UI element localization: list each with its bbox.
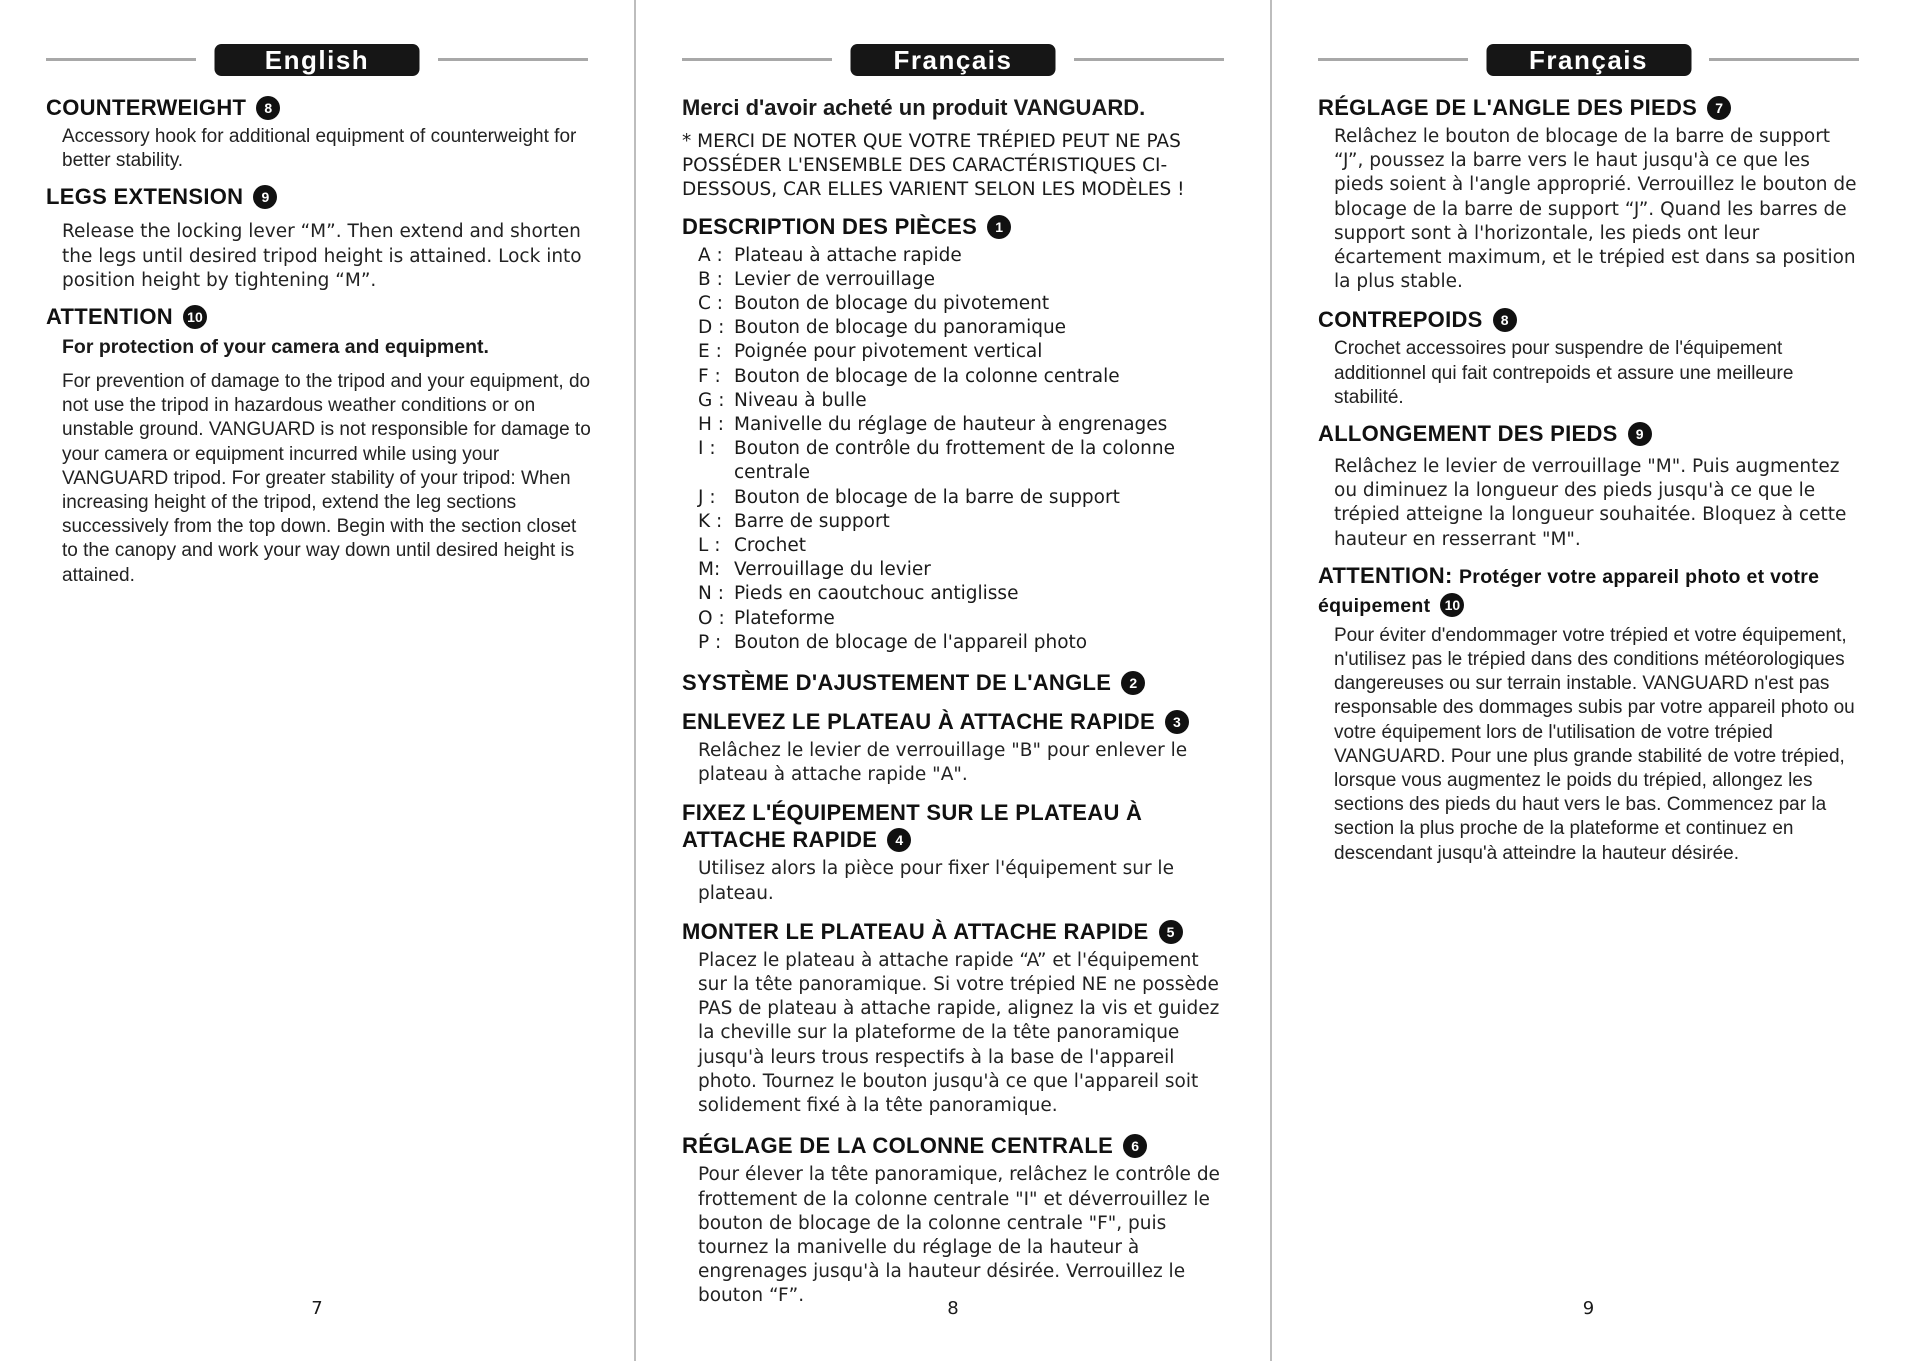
- parts-list-item: A : Plateau à attache rapide: [698, 244, 962, 266]
- section-heading-leg-angle: RÉGLAGE DE L'ANGLE DES PIEDS 7: [1318, 94, 1865, 121]
- step-number-badge: 2: [1121, 671, 1145, 695]
- page-content: [1318, 94, 1865, 876]
- language-label: Français: [1486, 44, 1691, 76]
- section-heading-mount-plate: MONTER LE PLATEAU À ATTACHE RAPIDE 5: [682, 918, 1230, 945]
- section-heading-legs-extension: ALLONGEMENT DES PIEDS 9: [1318, 420, 1865, 447]
- page-english: [0, 0, 634, 1361]
- language-label: English: [215, 44, 420, 76]
- step-number-badge: 5: [1159, 920, 1183, 944]
- parts-list-item: N : Pieds en caoutchouc antiglisse: [698, 583, 1019, 605]
- language-header: [46, 42, 588, 76]
- language-label: Français: [851, 44, 1056, 76]
- step-number-badge: 1: [987, 215, 1011, 239]
- step-number-badge: 3: [1165, 710, 1189, 734]
- page-francais-8: [636, 0, 1270, 1361]
- header-rule-left: [682, 58, 832, 61]
- legs-extension-text: Release the locking lever “M”. Then extend and shorten the legs until desired tripod height is attained. Lock into position height by tightening “M”.: [62, 221, 582, 291]
- section-heading-center-column: RÉGLAGE DE LA COLONNE CENTRALE 6: [682, 1132, 1230, 1159]
- step-number-badge: 10: [1440, 593, 1464, 617]
- parts-list-item: I : Bouton de contrôle du frottement de la colonne centrale: [698, 438, 1175, 484]
- step-number-badge: 8: [256, 96, 280, 120]
- language-header: [1318, 42, 1859, 76]
- step-number-badge: 10: [183, 305, 207, 329]
- section-heading-remove-plate: ENLEVEZ LE PLATEAU À ATTACHE RAPIDE 3: [682, 708, 1230, 735]
- page-francais-9: [1272, 0, 1905, 1361]
- page-number: 9: [1582, 1298, 1595, 1319]
- header-rule-right: [1074, 58, 1224, 61]
- step-number-badge: 8: [1493, 308, 1517, 332]
- parts-list-item: L : Crochet: [698, 535, 806, 557]
- mount-plate-text: Placez le plateau à attache rapide “A” et l'équipement sur la tête panoramique. Si votre trépied NE ne possède PAS de plateau à attache rapide, alignez la vis et guidez la cheville sur la plateforme de la tête panoramique jusqu'à leurs trous respectifs à la base de l'appareil photo. Tournez le bouton jusqu'à ce que l'appareil soit solidement fixé à la tête panoramique.: [698, 949, 1220, 1117]
- step-number-badge: 9: [253, 185, 277, 209]
- parts-list-item: E : Poignée pour pivotement vertical: [698, 341, 1043, 363]
- counterweight-text: Accessory hook for additional equipment of counterweight for better stability.: [62, 126, 577, 172]
- parts-list-item: G : Niveau à bulle: [698, 389, 867, 411]
- language-header: [682, 42, 1224, 76]
- leg-angle-text: Relâchez le bouton de blocage de la barre de support “J”, poussez la barre vers le haut jusqu'à ce que les pieds soient à l'angle approprié. Verrouillez le bouton de blocage de la barre de support “J”. Quand les barres de support sont à l'horizontale, les pieds ont leur écartement maximum, et le trépied est dans sa position la plus stable.: [1334, 126, 1857, 293]
- step-number-badge: 7: [1707, 96, 1731, 120]
- attention-subtitle: Protéger votre appareil photo et votre équipement: [1318, 565, 1820, 617]
- header-rule-left: [46, 58, 196, 61]
- attention-text: For prevention of damage to the tripod and your equipment, do not use the tripod in hazardous weather conditions or on unstable ground. VANGUARD is not responsible for damage to your camera or equipment incurred while using your VANGUARD tripod. For greater stability of your tripod: When increasing height of the tripod, extend the leg sections successively from the top down. Begin with the section closet to the canopy and work your way down until desired height is attained.: [62, 371, 591, 586]
- page-content: [46, 94, 594, 598]
- counterweight-text: Crochet accessoires pour suspendre de l'équipement additionnel qui fait contrepoids et assure une meilleure stabilité.: [1334, 338, 1794, 408]
- attention-text: Pour éviter d'endommager votre trépied et votre équipement, n'utilisez pas le trépied dans des conditions météorologiques dangereuses ou sur terrain instable. VANGUARD n'est pas responsable des dommages subis par votre appareil photo ou votre équipement lors de l'utilisation de votre trépied VANGUARD. Pour une plus grande stabilité de votre trépied, lorsque vous augmentez le poids du trépied, allongez les sections des pieds du haut vers le bas. Commencez par la section la plus proche de la plateforme et continuez en descendant jusqu'à atteindre la hauteur désirée.: [1334, 624, 1855, 864]
- legs-extension-text: Relâchez le levier de verrouillage "M". Puis augmentez ou diminuez la longueur des pieds jusqu'à ce que le trépied atteigne la longueur souhaitée. Bloquez à cette hauteur en resserrant "M".: [1334, 456, 1847, 550]
- remove-plate-text: Relâchez le levier de verrouillage "B" pour enlever le plateau à attache rapide "A".: [698, 740, 1188, 786]
- section-heading-fix-equipment: FIXEZ L'ÉQUIPEMENT SUR LE PLATEAU À ATTACHE RAPIDE 4: [682, 800, 1143, 853]
- step-number-badge: 4: [887, 828, 911, 852]
- section-heading-attention: ATTENTION: Protéger votre appareil photo et votre équipement 10: [1318, 562, 1820, 617]
- model-notice: * MERCI DE NOTER QUE VOTRE TRÉPIED PEUT NE PAS POSSÉDER L'ENSEMBLE DES CARACTÉRISTIQUES CI-DESSOUS, CAR ELLES VARIENT SELON LES MODÈLES !: [682, 131, 1185, 201]
- header-rule-right: [438, 58, 588, 61]
- section-heading-description: DESCRIPTION DES PIÈCES 1: [682, 213, 1230, 240]
- parts-list-item: F : Bouton de blocage de la colonne centrale: [698, 365, 1120, 387]
- page-number: 7: [311, 1298, 323, 1319]
- parts-list-item: D : Bouton de blocage du panoramique: [698, 317, 1067, 339]
- center-column-text: Pour élever la tête panoramique, relâchez le contrôle de frottement de la colonne centrale "I" et déverrouillez le bouton de blocage de la colonne centrale "F", puis tournez la manivelle du réglage de la hauteur à engrenages jusqu'à la hauteur désirée. Verrouillez le bouton “F”.: [698, 1164, 1220, 1307]
- section-heading-attention: ATTENTION 10: [46, 303, 594, 330]
- parts-list-item: B : Levier de verrouillage: [698, 268, 936, 290]
- parts-list: [698, 244, 1230, 655]
- section-heading-counterweight: CONTREPOIDS 8: [1318, 306, 1865, 333]
- parts-list-item: C : Bouton de blocage du pivotement: [698, 293, 1050, 315]
- parts-list-item: P : Bouton de blocage de l'appareil photo: [698, 631, 1088, 653]
- header-rule-left: [1318, 58, 1468, 61]
- parts-list-item: J : Bouton de blocage de la barre de support: [698, 486, 1120, 508]
- parts-list-item: O : Plateforme: [698, 607, 835, 629]
- page-content: [682, 94, 1230, 1319]
- fix-equipment-text: Utilisez alors la pièce pour fixer l'équipement sur le plateau.: [698, 858, 1174, 904]
- parts-list-item: H : Manivelle du réglage de hauteur à engrenages: [698, 414, 1168, 436]
- parts-list-item: M: Verrouillage du levier: [698, 559, 931, 581]
- step-number-badge: 9: [1628, 422, 1652, 446]
- section-heading-counterweight: COUNTERWEIGHT 8: [46, 94, 594, 121]
- header-rule-right: [1709, 58, 1859, 61]
- parts-list-item: K : Barre de support: [698, 510, 890, 532]
- thanks-heading: Merci d'avoir acheté un produit VANGUARD.: [682, 95, 1146, 120]
- section-heading-angle-system: SYSTÈME D'AJUSTEMENT DE L'ANGLE 2: [682, 669, 1230, 696]
- page-number: 8: [947, 1298, 959, 1319]
- step-number-badge: 6: [1123, 1134, 1147, 1158]
- section-heading-legs-extension: LEGS EXTENSION 9: [46, 183, 594, 210]
- attention-subtitle: For protection of your camera and equipment.: [62, 336, 489, 359]
